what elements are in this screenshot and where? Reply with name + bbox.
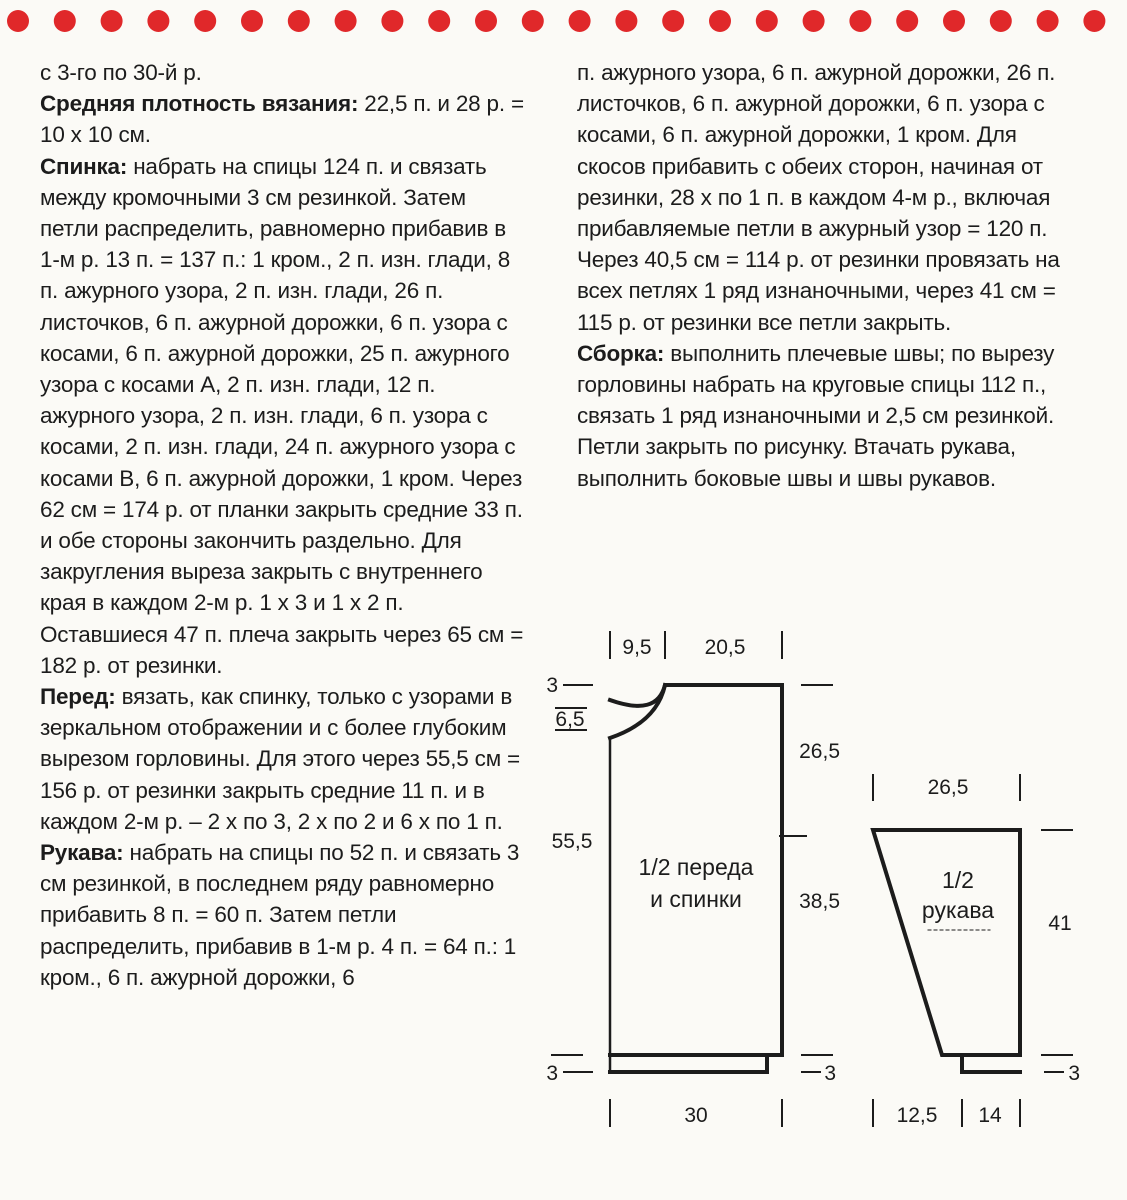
dim-upper: 26,5 [799, 740, 840, 763]
decorative-dot [101, 10, 123, 32]
decorative-dot [709, 10, 731, 32]
paragraph-gauge [40, 88, 525, 150]
text-column-left [40, 57, 525, 993]
dim-rib-right: 3 [824, 1062, 836, 1085]
decorative-dot [896, 10, 918, 32]
neckline-curve [610, 685, 665, 738]
pattern-schematic [530, 600, 1127, 1160]
decorative-dot [1037, 10, 1059, 32]
decorative-dot [381, 10, 403, 32]
sleeve-dim-length: 41 [1048, 912, 1072, 935]
paragraph-front [40, 681, 525, 837]
decorative-dot [662, 10, 684, 32]
sleeve-dim-bottom-right: 14 [978, 1104, 1002, 1127]
dim-shoulder: 20,5 [704, 636, 746, 659]
front-heading: Перед: [40, 684, 116, 710]
decorative-dot [522, 10, 544, 32]
decorative-dot [849, 10, 871, 32]
dim-lower: 38,5 [799, 890, 840, 913]
decorative-dot [194, 10, 216, 32]
row-range-text: с 3-го по 30-й р. [40, 60, 202, 85]
dim-total: 55,5 [551, 830, 593, 853]
assembly-text: выполнить плечевые швы; по вырезу горловины набрать на круговые спицы 112 п., связать 1 ряд изнаночными и 2,5 см резинкой. Петли закрыть по рисунку. Втачать рукава, выполнить боковые швы и швы рукавов. [577, 340, 1055, 491]
decorative-dot [943, 10, 965, 32]
sleeve-dim-bottom-left: 12,5 [896, 1104, 938, 1127]
body-label-line1: 1/2 переда [638, 854, 754, 880]
decorative-dot-border [0, 4, 1127, 40]
decorative-dot [335, 10, 357, 32]
paragraph-sleeves [40, 837, 525, 993]
decorative-dot [1083, 10, 1105, 32]
sleeves-heading: Рукава: [40, 840, 124, 866]
dim-rib-left: 3 [546, 1062, 558, 1085]
front-text: вязать, как спинку, только с узорами в зеркальном отображении и с более глубоким вырезом горловины. Для этого через 55,5 см = 156 р. от резинки закрыть средние 11 п. и в каждом 2-м р. – 2 х по 3, 2 х по 2 и 6 х по 1 п. [40, 684, 520, 834]
sleeves-continued-text: п. ажурного узора, 6 п. ажурной дорожки, 26 п. листочков, 6 п. ажурной дорожки, 6 п. узора с косами, 6 п. ажурной дорожки, 1 кром. Для скосов прибавить с обеих сторон, начиная от резинки, 28 х по 1 п. в каждом 4-м р., включая прибавляемые петли в ажурный узор = 120 п. Через 40,5 см = 114 р. от резинки провязать на всех петлях 1 ряд изнаночными, через 41 см = 115 р. от резинки все петли закрыть. [577, 60, 1060, 335]
decorative-dot [475, 10, 497, 32]
text-column-right [577, 57, 1067, 494]
decorative-dot [147, 10, 169, 32]
back-heading: Спинка: [40, 153, 128, 179]
sleeve-dim-top: 26,5 [927, 776, 969, 799]
decorative-dot [756, 10, 778, 32]
body-ribbing [610, 1055, 767, 1072]
sleeve-dim-rib: 3 [1068, 1062, 1080, 1085]
gauge-text: 22,5 п. и 28 р. = 10 х 10 см. [40, 91, 524, 148]
dim-neck-width: 9,5 [622, 636, 652, 659]
paragraph-back [40, 151, 525, 681]
decorative-dot [569, 10, 591, 32]
decorative-dot [241, 10, 263, 32]
sleeve-label-line2: рукава [921, 897, 995, 923]
paragraph-assembly [577, 338, 1067, 494]
back-text: набрать на спицы 124 п. и связать между кромочными 3 см резинкой. Затем петли распределить, равномерно прибавив в 1-м р. 13 п. = 137 п.: 1 кром., 2 п. изн. глади, 8 п. ажурного узора, 2 п. изн. глади, 26 п. листочков, 6 п. ажурной дорожки, 6 п. узора с косами, 6 п. ажурной дорожки, 25 п. ажурного узора с косами А, 2 п. изн. глади, 12 п. ажурного узора, 2 п. изн. глади, 6 п. узора с косами, 2 п. изн. глади, 24 п. ажурного узора с косами В, 6 п. ажурной дорожки, 1 кром. Через 62 см = 174 р. от планки закрыть средние 33 п. и обе стороны закончить раздельно. Для закругления выреза закрыть с внутреннего края в каждом 2-м р. 1 х 3 и 1 х 2 п. Оставшиеся 47 п. плеча закрыть через 65 см = 182 р. от резинки. [40, 153, 524, 678]
gauge-heading: Средняя плотность вязания: [40, 91, 359, 117]
sleeve-ribbing [962, 1055, 1020, 1072]
decorative-dot [54, 10, 76, 32]
decorative-dot [7, 10, 29, 32]
dim-neck-depth: 6,5 [555, 708, 585, 731]
assembly-heading: Сборка: [577, 340, 665, 366]
body-label-line2: и спинки [650, 886, 742, 912]
dim-neck-front: 3 [546, 674, 558, 697]
decorative-dot [288, 10, 310, 32]
dim-width: 30 [684, 1104, 708, 1127]
decorative-dot [990, 10, 1012, 32]
paragraph-sleeves-continued [577, 57, 1067, 338]
decorative-dot [803, 10, 825, 32]
sleeves-text: набрать на спицы по 52 п. и связать 3 см резинкой, в последнем ряду равномерно прибавить 8 п. = 60 п. Затем петли распределить, прибавив в 1-м р. 4 п. = 64 п.: 1 кром., 6 п. ажурной дорожки, 6 [40, 840, 520, 990]
decorative-dot [428, 10, 450, 32]
paragraph-row-range [40, 57, 525, 88]
sleeve-outline [873, 830, 1020, 1055]
schematic-drawing [530, 600, 1127, 1160]
decorative-dot [615, 10, 637, 32]
sleeve-label-line1: 1/2 [942, 867, 974, 893]
